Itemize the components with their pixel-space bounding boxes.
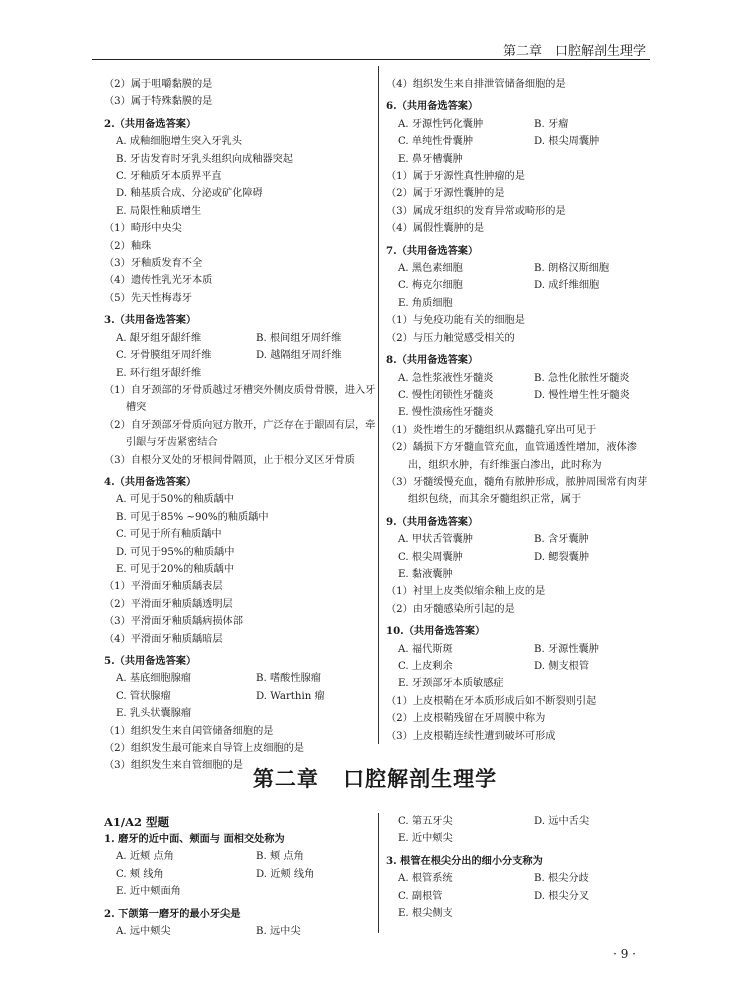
- option-row: [104, 347, 376, 364]
- question-heading: 9.（共用备选答案）: [386, 515, 479, 528]
- question-heading: 6.（共用备选答案）: [386, 100, 479, 113]
- question-5: [104, 653, 376, 775]
- option: E. 根尖侧支: [398, 908, 453, 920]
- sub-question: （2）龋损下方牙髓血管充血，血管通透性增加，液体渗出，组织水肿，有纤维蛋白渗出，此时称为: [386, 442, 637, 471]
- option: A. 成釉细胞增生突入牙乳头: [116, 136, 242, 148]
- sub-question: （3）牙髓缓慢充血，髓角有脓肿形成，脓肿周围常有肉芽组织包绕，而其余牙髓组织正常，属于: [386, 476, 648, 506]
- option: B. 根尖分歧: [534, 873, 589, 885]
- sub-question: （5）先天性梅毒牙: [104, 292, 192, 304]
- s2-question-1: [104, 831, 376, 901]
- option-row: [386, 116, 648, 133]
- sub-question: （1）属于牙源性真性肿瘤的是: [386, 171, 525, 183]
- option: B. 含牙囊肿: [534, 534, 589, 546]
- option: B. 牙源性囊肿: [534, 643, 599, 655]
- sub-question: （1）衬里上皮类似缩余釉上皮的是: [386, 586, 546, 598]
- sub-question: （3）属于特殊黏膜的是: [104, 96, 213, 108]
- question-10: [386, 623, 648, 745]
- option: B. 牙齿发育时牙乳头组织向成釉器突起: [116, 153, 293, 165]
- question-heading: 7.（共用备选答案）: [386, 244, 479, 257]
- sub-question: （2）与压力触觉感受相关的: [386, 332, 515, 344]
- header-chapter-title: 第二章 口腔解剖生理学: [502, 44, 646, 59]
- option: C. 牙釉质牙本质界平直: [116, 171, 222, 183]
- option: D. 釉基质合成、分泌或矿化障碍: [116, 188, 263, 200]
- option-row: [386, 387, 648, 404]
- sub-question: （3）上皮根鞘连续性遭到破坏可形成: [386, 730, 556, 742]
- option: C. 根尖周囊肿: [398, 551, 463, 563]
- question-heading: 2.（共用备选答案）: [104, 117, 197, 130]
- option: D. 成纤维细胞: [534, 280, 600, 292]
- option: C. 可见于所有釉质龋中: [116, 529, 222, 541]
- question-heading: 3.（共用备选答案）: [104, 314, 197, 327]
- option: E. 局限性釉质增生: [116, 205, 202, 217]
- question-4: [104, 474, 376, 648]
- option: D. 近颊 线角: [256, 868, 315, 880]
- s2-question-2-tail: [386, 813, 648, 848]
- option: A. 龈牙组牙龈纤维: [116, 332, 202, 344]
- option-row: [104, 670, 376, 687]
- option: B. 急性化脓性牙髓炎: [534, 372, 630, 384]
- page-number: · 9 ·: [613, 947, 636, 961]
- option-row: [386, 260, 648, 277]
- option: E. 鼻牙槽囊肿: [398, 153, 463, 165]
- sub-question: （1）畸形中央尖: [104, 223, 182, 235]
- question-heading: 4.（共用备选答案）: [104, 475, 197, 488]
- column-divider-2: [378, 813, 379, 933]
- option: E. 乳头状囊腺瘤: [116, 708, 192, 720]
- option-row: [386, 888, 648, 905]
- option: D. 远中舌尖: [534, 816, 590, 827]
- sub-question: （1）平滑面牙釉质龋表层: [104, 581, 223, 593]
- option: E. 黏液囊肿: [398, 568, 453, 580]
- chapter-number: 第二章: [252, 766, 319, 791]
- question-heading: 5.（共用备选答案）: [104, 655, 197, 667]
- question-1-tail: [104, 76, 376, 111]
- sub-question: （4）组织发生来自排泄管储备细胞的是: [386, 79, 566, 90]
- section2-left-column: [104, 813, 376, 940]
- question-8: [386, 352, 648, 509]
- option: B. 可见于85% ~90%的釉质龋中: [116, 511, 269, 523]
- option: A. 福代斯斑: [398, 643, 453, 655]
- sub-question: （3）牙釉质发育不全: [104, 258, 203, 270]
- chapter-heading: [0, 763, 750, 793]
- sub-question: （4）平滑面牙釉质龋暗层: [104, 633, 223, 645]
- option: C. 单纯性骨囊肿: [398, 136, 474, 148]
- sub-question: （3）属成牙组织的发育异常或畸形的是: [386, 205, 566, 217]
- chapter-name: 口腔解剖生理学: [343, 766, 498, 791]
- option-row: [386, 549, 648, 566]
- option: D. 越隔组牙周纤维: [256, 350, 342, 362]
- question-heading: 10.（共用备选答案）: [386, 625, 486, 638]
- option: A. 牙源性钙化囊肿: [398, 118, 484, 130]
- page-header: [0, 0, 750, 60]
- sub-question: （2）属于牙源性囊肿的是: [386, 188, 505, 200]
- option-row: [104, 688, 376, 705]
- question-3: [104, 312, 376, 469]
- option-row: [386, 813, 648, 830]
- option-row: [386, 531, 648, 548]
- sub-question: （2）平滑面牙釉质龋透明层: [104, 598, 233, 610]
- option: B. 颊 点角: [256, 851, 304, 863]
- option-row: [104, 330, 376, 347]
- sub-question: （1）自牙颈部的牙骨质越过牙槽突外侧皮质骨骨膜，进入牙槽突: [104, 384, 376, 414]
- header-rule: [92, 59, 650, 60]
- question-heading: 3. 根管在根尖分出的细小分支称为: [386, 854, 543, 867]
- question-6: [386, 98, 648, 237]
- option: C. 副根管: [398, 890, 443, 902]
- option: E. 慢性溃疡性牙髓炎: [398, 407, 494, 419]
- option: B. 远中尖: [256, 926, 301, 938]
- option: A. 近颊 点角: [116, 851, 174, 863]
- sub-question: （2）上皮根鞘残留在牙周膜中称为: [386, 713, 546, 725]
- option: D. 可见于95%的釉质龋中: [116, 546, 235, 558]
- option: E. 近中颊面角: [116, 886, 181, 898]
- option-row: [386, 641, 648, 658]
- option-row: [386, 277, 648, 294]
- option: C. 上皮剩余: [398, 661, 453, 672]
- sub-question: （3）组织发生来自管细胞的是: [104, 760, 243, 772]
- left-column: [104, 76, 376, 775]
- question-heading: 8.（共用备选答案）: [386, 354, 479, 367]
- option: D. 慢性增生性牙髓炎: [534, 389, 630, 401]
- option: C. 颊 线角: [116, 868, 164, 880]
- question-heading: 2. 下颌第一磨牙的最小牙尖是: [104, 907, 241, 920]
- option: D. 侧支根管: [534, 661, 590, 672]
- option-row: [386, 133, 648, 150]
- option: A. 基底细胞腺瘤: [116, 673, 191, 685]
- option: A. 急性浆液性牙髓炎: [398, 372, 494, 384]
- sub-question: （4）遗传性乳光牙本质: [104, 275, 213, 287]
- option-row: [386, 870, 648, 887]
- option: A. 黑色素细胞: [398, 263, 463, 275]
- option: B. 朗格汉斯细胞: [534, 263, 610, 275]
- option: D. 根尖分叉: [534, 890, 590, 902]
- option: D. Warthin 瘤: [256, 690, 325, 702]
- option: D. 鳃裂囊肿: [534, 551, 590, 563]
- option: E. 牙颈部牙本质敏感症: [398, 678, 504, 690]
- option: C. 牙骨膜组牙周纤维: [116, 350, 212, 362]
- option-row: [386, 658, 648, 675]
- option: D. 根尖周囊肿: [534, 136, 600, 148]
- option: E. 角质细胞: [398, 297, 453, 309]
- sub-question: （2）釉珠: [104, 240, 152, 252]
- s2-question-3: [386, 853, 648, 923]
- section2-right-column: [386, 813, 648, 922]
- option: A. 远中颊尖: [116, 926, 171, 938]
- option: C. 第五牙尖: [398, 816, 453, 827]
- option: E. 近中颊尖: [398, 833, 453, 845]
- option: E. 环行组牙龈纤维: [116, 367, 202, 379]
- option: C. 梅克尔细胞: [398, 280, 463, 292]
- sub-question: （4）属假性囊肿的是: [386, 223, 485, 235]
- sub-question: （3）自根分叉处的牙根间骨隔顶，止于根分叉区牙骨质: [104, 454, 355, 466]
- question-9: [386, 514, 648, 618]
- option-row: [386, 370, 648, 387]
- option: A. 可见于50%的釉质龋中: [116, 494, 234, 506]
- s2-question-2: [104, 906, 376, 941]
- sub-question: （1）炎性增生的牙髓组织从露髓孔穿出可见于: [386, 424, 597, 436]
- option: A. 甲状舌管囊肿: [398, 534, 473, 546]
- option: B. 嗜酸性腺瘤: [256, 673, 321, 685]
- option: C. 管状腺瘤: [116, 690, 171, 702]
- sub-question: （2）组织发生最可能来自导管上皮细胞的是: [104, 743, 305, 755]
- sub-question: （1）与免疫功能有关的细胞是: [386, 315, 525, 327]
- option: A. 根管系统: [398, 873, 453, 885]
- sub-question: （1）上皮根鞘在牙本质形成后如不断裂则引起: [386, 695, 597, 707]
- sub-question: （2）属于咀嚼黏膜的是: [104, 79, 213, 90]
- option: B. 牙瘤: [534, 118, 569, 130]
- sub-question: （2）自牙颈部牙骨质向冠方散开，广泛存在于龈固有层，牵引龈与牙齿紧密结合: [104, 419, 376, 449]
- option-row: [104, 848, 376, 865]
- sub-question: （1）组织发生来自闰管储备细胞的是: [104, 725, 274, 737]
- column-divider: [378, 66, 379, 744]
- question-2: [104, 116, 376, 307]
- sub-question: （2）由牙髓感染所引起的是: [386, 603, 515, 615]
- option: B. 根间组牙周纤维: [256, 332, 342, 344]
- option: C. 慢性闭锁性牙髓炎: [398, 389, 494, 401]
- right-column: [386, 76, 648, 745]
- question-heading: 1. 磨牙的近中面、颊面与 面相交处称为: [104, 833, 285, 845]
- question-type-heading: A1/A2 型题: [104, 815, 170, 829]
- sub-question: （3）平滑面牙釉质龋病损体部: [104, 616, 243, 628]
- option-row: [104, 866, 376, 883]
- option: E. 可见于20%的釉质龋中: [116, 563, 235, 575]
- question-7: [386, 243, 648, 347]
- option-row: [104, 923, 376, 940]
